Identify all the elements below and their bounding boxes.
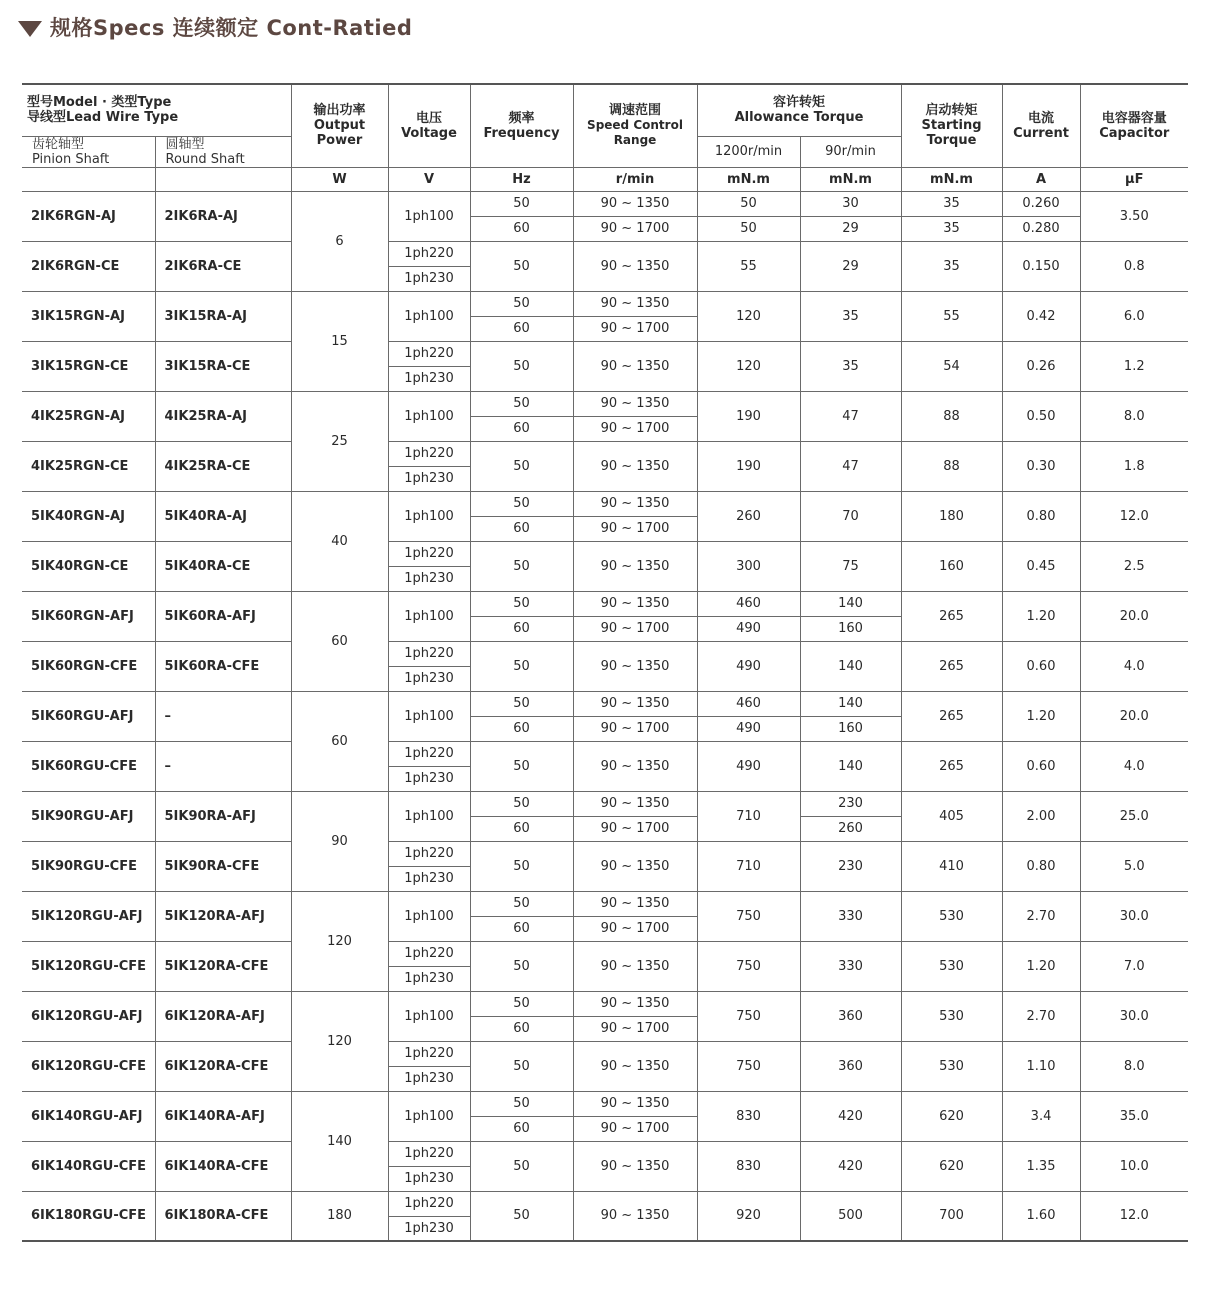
capacitor: 25.0 [1080, 791, 1188, 841]
pinion-shaft-model: 4IK25RGN-AJ [22, 391, 155, 441]
capacitor: 6.0 [1080, 291, 1188, 341]
capacitor: 5.0 [1080, 841, 1188, 891]
speed-range: 90 ~ 1700 [573, 1116, 697, 1141]
header-starting-torque: 启动转矩 Starting Torque [901, 84, 1002, 167]
allow-torque-90: 420 [800, 1141, 901, 1191]
pinion-shaft-model: 6IK180RGU-CFE [22, 1191, 155, 1241]
header-capacitor: 电容器容量 Capacitor [1080, 84, 1188, 167]
header-output-power: 输出功率 Output Power [291, 84, 388, 167]
starting-torque: 530 [901, 941, 1002, 991]
frequency: 60 [470, 616, 573, 641]
voltage: 1ph220 [388, 541, 470, 566]
round-shaft-model: 5IK40RA-AJ [155, 491, 291, 541]
voltage: 1ph100 [388, 991, 470, 1041]
frequency: 50 [470, 741, 573, 791]
unit-current: A [1002, 167, 1080, 191]
speed-range: 90 ~ 1350 [573, 591, 697, 616]
output-power: 60 [291, 691, 388, 791]
allow-torque-1200: 830 [697, 1091, 800, 1141]
speed-range: 90 ~ 1350 [573, 641, 697, 691]
voltage: 1ph220 [388, 1191, 470, 1216]
capacitor: 4.0 [1080, 641, 1188, 691]
allow-torque-1200: 50 [697, 216, 800, 241]
frequency: 50 [470, 541, 573, 591]
allow-torque-1200: 50 [697, 191, 800, 216]
frequency: 50 [470, 441, 573, 491]
starting-torque: 265 [901, 691, 1002, 741]
round-shaft-model: 6IK120RA-AFJ [155, 991, 291, 1041]
round-shaft-model: 4IK25RA-AJ [155, 391, 291, 441]
starting-torque: 88 [901, 441, 1002, 491]
unit-capacitor: μF [1080, 167, 1188, 191]
frequency: 50 [470, 241, 573, 291]
round-shaft-model: 2IK6RA-AJ [155, 191, 291, 241]
starting-torque: 88 [901, 391, 1002, 441]
current: 0.260 [1002, 191, 1080, 216]
triangle-down-icon [18, 21, 42, 37]
allow-torque-90: 230 [800, 841, 901, 891]
frequency: 50 [470, 941, 573, 991]
allow-torque-1200: 750 [697, 991, 800, 1041]
frequency: 50 [470, 841, 573, 891]
voltage: 1ph230 [388, 1216, 470, 1241]
starting-torque: 54 [901, 341, 1002, 391]
round-shaft-model: – [155, 741, 291, 791]
speed-range: 90 ~ 1700 [573, 416, 697, 441]
voltage: 1ph220 [388, 841, 470, 866]
speed-range: 90 ~ 1350 [573, 341, 697, 391]
speed-range: 90 ~ 1700 [573, 316, 697, 341]
voltage: 1ph100 [388, 191, 470, 241]
pinion-shaft-model: 5IK90RGU-CFE [22, 841, 155, 891]
output-power: 25 [291, 391, 388, 491]
voltage: 1ph230 [388, 466, 470, 491]
output-power: 40 [291, 491, 388, 591]
frequency: 50 [470, 691, 573, 716]
allow-torque-1200: 750 [697, 891, 800, 941]
voltage: 1ph230 [388, 966, 470, 991]
speed-range: 90 ~ 1350 [573, 541, 697, 591]
current: 0.150 [1002, 241, 1080, 291]
allow-torque-1200: 120 [697, 341, 800, 391]
speed-range: 90 ~ 1350 [573, 291, 697, 316]
voltage: 1ph230 [388, 266, 470, 291]
voltage: 1ph230 [388, 366, 470, 391]
frequency: 50 [470, 191, 573, 216]
allow-torque-1200: 490 [697, 641, 800, 691]
header-frequency: 频率 Frequency [470, 84, 573, 167]
starting-torque: 35 [901, 191, 1002, 216]
speed-range: 90 ~ 1700 [573, 916, 697, 941]
capacitor: 1.8 [1080, 441, 1188, 491]
pinion-shaft-model: 5IK40RGN-AJ [22, 491, 155, 541]
unit-starting-torque: mN.m [901, 167, 1002, 191]
current: 0.280 [1002, 216, 1080, 241]
speed-range: 90 ~ 1350 [573, 791, 697, 816]
speed-range: 90 ~ 1350 [573, 391, 697, 416]
voltage: 1ph220 [388, 941, 470, 966]
voltage: 1ph100 [388, 1091, 470, 1141]
starting-torque: 530 [901, 1041, 1002, 1091]
starting-torque: 265 [901, 591, 1002, 641]
frequency: 50 [470, 391, 573, 416]
allow-torque-90: 330 [800, 941, 901, 991]
header-current: 电流 Current [1002, 84, 1080, 167]
voltage: 1ph220 [388, 641, 470, 666]
voltage: 1ph100 [388, 391, 470, 441]
pinion-shaft-model: 3IK15RGN-AJ [22, 291, 155, 341]
output-power: 120 [291, 991, 388, 1091]
allow-torque-90: 30 [800, 191, 901, 216]
voltage: 1ph220 [388, 1041, 470, 1066]
allow-torque-90: 75 [800, 541, 901, 591]
starting-torque: 265 [901, 641, 1002, 691]
header-round-shaft: 圆轴型 Round Shaft [155, 136, 291, 167]
allow-torque-1200: 490 [697, 616, 800, 641]
round-shaft-model: 3IK15RA-AJ [155, 291, 291, 341]
frequency: 60 [470, 716, 573, 741]
round-shaft-model: 4IK25RA-CE [155, 441, 291, 491]
output-power: 15 [291, 291, 388, 391]
voltage: 1ph230 [388, 566, 470, 591]
starting-torque: 530 [901, 991, 1002, 1041]
frequency: 50 [470, 641, 573, 691]
speed-range: 90 ~ 1350 [573, 941, 697, 991]
allow-torque-1200: 830 [697, 1141, 800, 1191]
starting-torque: 180 [901, 491, 1002, 541]
current: 1.20 [1002, 691, 1080, 741]
round-shaft-model: 5IK120RA-AFJ [155, 891, 291, 941]
allow-torque-1200: 460 [697, 591, 800, 616]
pinion-shaft-model: 5IK120RGU-AFJ [22, 891, 155, 941]
header-allow-1200: 1200r/min [697, 136, 800, 167]
current: 2.70 [1002, 991, 1080, 1041]
allow-torque-1200: 750 [697, 1041, 800, 1091]
allow-torque-90: 360 [800, 991, 901, 1041]
round-shaft-model: 6IK120RA-CFE [155, 1041, 291, 1091]
frequency: 60 [470, 316, 573, 341]
voltage: 1ph230 [388, 866, 470, 891]
allow-torque-1200: 490 [697, 741, 800, 791]
pinion-shaft-model: 6IK120RGU-CFE [22, 1041, 155, 1091]
frequency: 50 [470, 891, 573, 916]
current: 2.00 [1002, 791, 1080, 841]
round-shaft-model: 6IK180RA-CFE [155, 1191, 291, 1241]
voltage: 1ph220 [388, 441, 470, 466]
allow-torque-90: 330 [800, 891, 901, 941]
current: 1.20 [1002, 941, 1080, 991]
frequency: 60 [470, 216, 573, 241]
pinion-shaft-model: 5IK60RGU-AFJ [22, 691, 155, 741]
round-shaft-model: 5IK120RA-CFE [155, 941, 291, 991]
round-shaft-model: 5IK60RA-CFE [155, 641, 291, 691]
capacitor: 7.0 [1080, 941, 1188, 991]
pinion-shaft-model: 5IK90RGU-AFJ [22, 791, 155, 841]
capacitor: 2.5 [1080, 541, 1188, 591]
starting-torque: 410 [901, 841, 1002, 891]
unit-voltage: V [388, 167, 470, 191]
pinion-shaft-model: 5IK60RGU-CFE [22, 741, 155, 791]
capacitor: 35.0 [1080, 1091, 1188, 1141]
unit-speed: r/min [573, 167, 697, 191]
speed-range: 90 ~ 1350 [573, 991, 697, 1016]
pinion-shaft-model: 4IK25RGN-CE [22, 441, 155, 491]
current: 0.26 [1002, 341, 1080, 391]
allow-torque-1200: 190 [697, 391, 800, 441]
current: 3.4 [1002, 1091, 1080, 1141]
specs-table [22, 83, 1188, 1242]
frequency: 60 [470, 816, 573, 841]
current: 0.42 [1002, 291, 1080, 341]
round-shaft-model: 5IK90RA-CFE [155, 841, 291, 891]
voltage: 1ph220 [388, 341, 470, 366]
starting-torque: 620 [901, 1091, 1002, 1141]
unit-blank [22, 167, 155, 191]
allow-torque-90: 35 [800, 341, 901, 391]
starting-torque: 35 [901, 241, 1002, 291]
allow-torque-90: 140 [800, 591, 901, 616]
pinion-shaft-model: 2IK6RGN-CE [22, 241, 155, 291]
speed-range: 90 ~ 1350 [573, 841, 697, 891]
allow-torque-1200: 120 [697, 291, 800, 341]
capacitor: 3.50 [1080, 191, 1188, 241]
speed-range: 90 ~ 1700 [573, 616, 697, 641]
allow-torque-1200: 490 [697, 716, 800, 741]
allow-torque-90: 160 [800, 616, 901, 641]
output-power: 60 [291, 591, 388, 691]
speed-range: 90 ~ 1350 [573, 891, 697, 916]
round-shaft-model: 5IK60RA-AFJ [155, 591, 291, 641]
pinion-shaft-model: 5IK40RGN-CE [22, 541, 155, 591]
allow-torque-1200: 750 [697, 941, 800, 991]
round-shaft-model: 2IK6RA-CE [155, 241, 291, 291]
allow-torque-90: 260 [800, 816, 901, 841]
capacitor: 4.0 [1080, 741, 1188, 791]
allow-torque-1200: 55 [697, 241, 800, 291]
current: 0.60 [1002, 741, 1080, 791]
starting-torque: 160 [901, 541, 1002, 591]
pinion-shaft-model: 3IK15RGN-CE [22, 341, 155, 391]
current: 0.80 [1002, 491, 1080, 541]
allow-torque-1200: 300 [697, 541, 800, 591]
frequency: 50 [470, 491, 573, 516]
speed-range: 90 ~ 1350 [573, 741, 697, 791]
capacitor: 8.0 [1080, 1041, 1188, 1091]
speed-range: 90 ~ 1700 [573, 1016, 697, 1041]
speed-range: 90 ~ 1350 [573, 1091, 697, 1116]
starting-torque: 700 [901, 1191, 1002, 1241]
current: 0.30 [1002, 441, 1080, 491]
allow-torque-90: 360 [800, 1041, 901, 1091]
starting-torque: 405 [901, 791, 1002, 841]
header-allowance-torque: 容许转矩 Allowance Torque [697, 84, 901, 136]
speed-range: 90 ~ 1350 [573, 691, 697, 716]
voltage: 1ph100 [388, 791, 470, 841]
allow-torque-90: 47 [800, 441, 901, 491]
round-shaft-model: 6IK140RA-AFJ [155, 1091, 291, 1141]
output-power: 6 [291, 191, 388, 291]
capacitor: 30.0 [1080, 991, 1188, 1041]
header-voltage: 电压 Voltage [388, 84, 470, 167]
header-pinion-shaft: 齿轮轴型 Pinion Shaft [22, 136, 155, 167]
capacitor: 8.0 [1080, 391, 1188, 441]
voltage: 1ph100 [388, 891, 470, 941]
current: 1.35 [1002, 1141, 1080, 1191]
pinion-shaft-model: 6IK140RGU-AFJ [22, 1091, 155, 1141]
page-title: 规格Specs 连续额定 Cont-Ratied [50, 16, 413, 40]
allow-torque-90: 70 [800, 491, 901, 541]
round-shaft-model: 5IK90RA-AFJ [155, 791, 291, 841]
voltage: 1ph100 [388, 591, 470, 641]
speed-range: 90 ~ 1350 [573, 1141, 697, 1191]
current: 2.70 [1002, 891, 1080, 941]
capacitor: 30.0 [1080, 891, 1188, 941]
allow-torque-90: 35 [800, 291, 901, 341]
output-power: 180 [291, 1191, 388, 1241]
speed-range: 90 ~ 1350 [573, 191, 697, 216]
frequency: 50 [470, 1141, 573, 1191]
starting-torque: 530 [901, 891, 1002, 941]
frequency: 60 [470, 416, 573, 441]
section-title-bar [18, 10, 412, 44]
starting-torque: 620 [901, 1141, 1002, 1191]
allow-torque-90: 29 [800, 216, 901, 241]
speed-range: 90 ~ 1350 [573, 1041, 697, 1091]
allow-torque-90: 230 [800, 791, 901, 816]
starting-torque: 55 [901, 291, 1002, 341]
starting-torque: 265 [901, 741, 1002, 791]
current: 0.50 [1002, 391, 1080, 441]
allow-torque-90: 160 [800, 716, 901, 741]
speed-range: 90 ~ 1350 [573, 1191, 697, 1241]
capacitor: 0.8 [1080, 241, 1188, 291]
frequency: 50 [470, 991, 573, 1016]
voltage: 1ph220 [388, 1141, 470, 1166]
frequency: 50 [470, 1091, 573, 1116]
current: 1.60 [1002, 1191, 1080, 1241]
current: 1.10 [1002, 1041, 1080, 1091]
voltage: 1ph230 [388, 666, 470, 691]
starting-torque: 35 [901, 216, 1002, 241]
allow-torque-1200: 710 [697, 791, 800, 841]
allow-torque-90: 29 [800, 241, 901, 291]
allow-torque-90: 140 [800, 741, 901, 791]
pinion-shaft-model: 5IK120RGU-CFE [22, 941, 155, 991]
round-shaft-model: – [155, 691, 291, 741]
allow-torque-1200: 460 [697, 691, 800, 716]
voltage: 1ph230 [388, 1066, 470, 1091]
speed-range: 90 ~ 1700 [573, 216, 697, 241]
pinion-shaft-model: 5IK60RGN-CFE [22, 641, 155, 691]
capacitor: 1.2 [1080, 341, 1188, 391]
header-allow-90: 90r/min [800, 136, 901, 167]
allow-torque-90: 47 [800, 391, 901, 441]
current: 1.20 [1002, 591, 1080, 641]
pinion-shaft-model: 2IK6RGN-AJ [22, 191, 155, 241]
voltage: 1ph100 [388, 691, 470, 741]
speed-range: 90 ~ 1700 [573, 716, 697, 741]
allow-torque-90: 420 [800, 1091, 901, 1141]
output-power: 120 [291, 891, 388, 991]
output-power: 140 [291, 1091, 388, 1191]
unit-blank [155, 167, 291, 191]
frequency: 50 [470, 341, 573, 391]
unit-torque-1200: mN.m [697, 167, 800, 191]
voltage: 1ph220 [388, 741, 470, 766]
round-shaft-model: 3IK15RA-CE [155, 341, 291, 391]
current: 0.45 [1002, 541, 1080, 591]
frequency: 50 [470, 591, 573, 616]
round-shaft-model: 6IK140RA-CFE [155, 1141, 291, 1191]
unit-frequency: Hz [470, 167, 573, 191]
voltage: 1ph230 [388, 766, 470, 791]
round-shaft-model: 5IK40RA-CE [155, 541, 291, 591]
speed-range: 90 ~ 1350 [573, 491, 697, 516]
allow-torque-90: 140 [800, 691, 901, 716]
allow-torque-1200: 260 [697, 491, 800, 541]
speed-range: 90 ~ 1350 [573, 441, 697, 491]
capacitor: 12.0 [1080, 1191, 1188, 1241]
unit-power: W [291, 167, 388, 191]
allow-torque-1200: 190 [697, 441, 800, 491]
pinion-shaft-model: 6IK120RGU-AFJ [22, 991, 155, 1041]
current: 0.60 [1002, 641, 1080, 691]
frequency: 60 [470, 1016, 573, 1041]
frequency: 60 [470, 516, 573, 541]
allow-torque-90: 140 [800, 641, 901, 691]
frequency: 50 [470, 291, 573, 316]
frequency: 60 [470, 1116, 573, 1141]
frequency: 50 [470, 1041, 573, 1091]
capacitor: 12.0 [1080, 491, 1188, 541]
voltage: 1ph100 [388, 491, 470, 541]
capacitor: 20.0 [1080, 591, 1188, 641]
allow-torque-90: 500 [800, 1191, 901, 1241]
output-power: 90 [291, 791, 388, 891]
pinion-shaft-model: 6IK140RGU-CFE [22, 1141, 155, 1191]
allow-torque-1200: 710 [697, 841, 800, 891]
voltage: 1ph220 [388, 241, 470, 266]
speed-range: 90 ~ 1350 [573, 241, 697, 291]
voltage: 1ph230 [388, 1166, 470, 1191]
speed-range: 90 ~ 1700 [573, 816, 697, 841]
current: 0.80 [1002, 841, 1080, 891]
frequency: 60 [470, 916, 573, 941]
voltage: 1ph100 [388, 291, 470, 341]
speed-range: 90 ~ 1700 [573, 516, 697, 541]
frequency: 50 [470, 791, 573, 816]
allow-torque-1200: 920 [697, 1191, 800, 1241]
capacitor: 10.0 [1080, 1141, 1188, 1191]
header-model-type: 型号Model · 类型Type 导线型Lead Wire Type [22, 84, 291, 136]
unit-torque-90: mN.m [800, 167, 901, 191]
pinion-shaft-model: 5IK60RGN-AFJ [22, 591, 155, 641]
capacitor: 20.0 [1080, 691, 1188, 741]
header-speed-range: 调速范围 Speed Control Range [573, 84, 697, 167]
frequency: 50 [470, 1191, 573, 1241]
